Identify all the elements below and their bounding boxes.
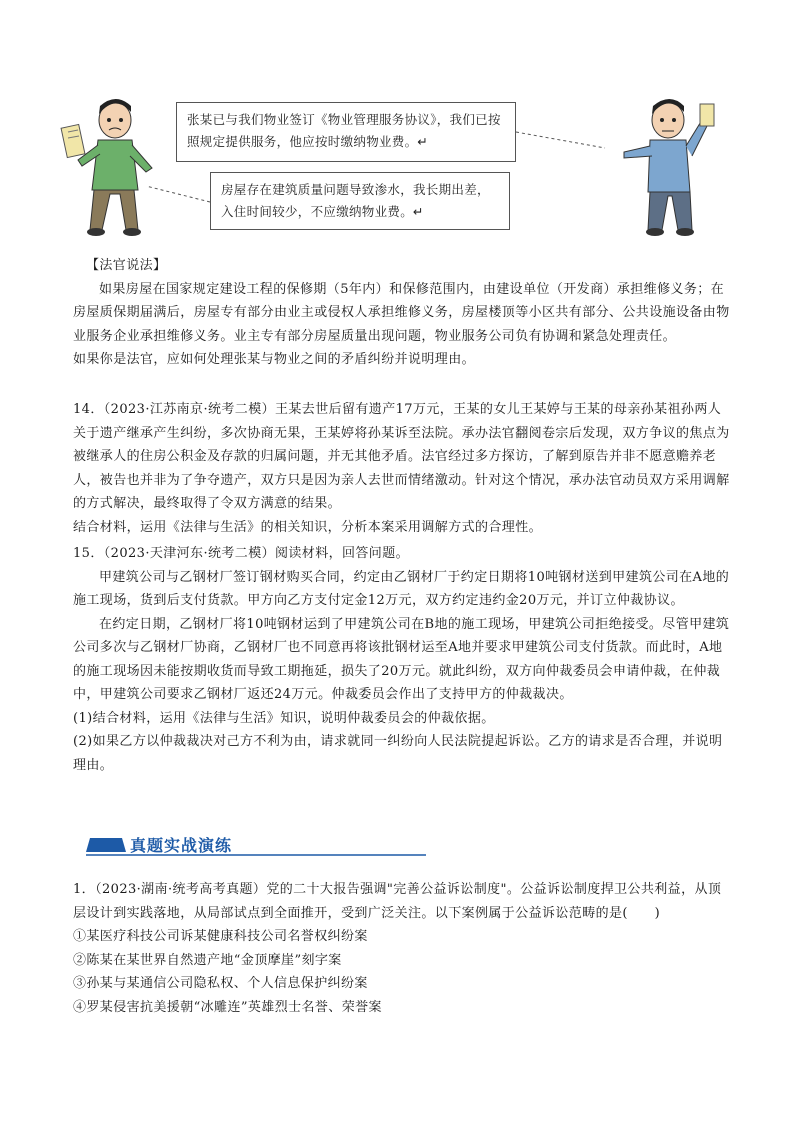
- question-15-material-1: 甲建筑公司与乙钢材厂签订钢材购买合同，约定由乙钢材厂于约定日期将10吨钢材送到甲建筑公司在A地的施工现场，货到后支付货款。甲方向乙方支付定金12万元，双方约定违约金20万元，并订立仲裁协议。: [73, 569, 730, 608]
- judge-paragraph: 如果房屋在国家规定建设工程的保修期（5年内）和保修范围内，由建设单位（开发商）承担维修义务；在房屋质保期届满后，房屋专有部分由业主或侵权人承担维修义务，房屋楼顶等小区共有部分、公共设施设备由物业服务企业承担维修义务。业主专有部分房屋质量出现问题，物业服务公司负有协调和紧急处理责任。: [73, 281, 730, 344]
- question-15-sub-1: (1)结合材料，运用《法律与生活》知识，说明仲裁委员会的仲裁依据。: [73, 710, 495, 726]
- judge-question: 如果你是法官，应如何处理张某与物业之间的矛盾纠纷并说明理由。: [73, 352, 476, 367]
- property-speech-bubble: 张某已与我们物业签订《物业管理服务协议》，我们已按照规定提供服务，他应按时缴纳物业费。↵: [176, 102, 516, 162]
- judge-heading: 【法官说法】: [86, 258, 167, 273]
- option-3: ③孙某与某通信公司隐私权、个人信息保护纠纷案: [73, 976, 368, 991]
- question-15-sub-2: (2)如果乙方以仲裁裁决对己方不利为由，请求就同一纠纷向人民法院提起诉讼。乙方的请求是否合理，并说明理由。: [73, 734, 723, 773]
- option-2: ②陈某在某世界自然遗产地“金顶摩崖”刻字案: [73, 952, 342, 968]
- question-1-text: 1．（2023·湖南·统考高考真题）党的二十大报告强调"完善公益诉讼制度"。公益诉讼制度捍卫公共利益，从顶层设计到实践落地，从局部试点到全面推开，受到广泛关注。以下案例属于公益诉讼范畴的是( ): [73, 882, 722, 921]
- question-1: [73, 878, 733, 1019]
- section-title: 真题实战演练: [130, 836, 233, 855]
- question-15: [73, 542, 733, 777]
- question-15-text: 15．（2023·天津河东·统考二模）阅读材料，回答问题。: [73, 546, 409, 561]
- owner-speech-bubble: 房屋存在建筑质量问题导致渗水，我长期出差，入住时间较少，不应缴纳物业费。↵: [210, 172, 510, 230]
- question-14-prompt: 结合材料，运用《法律与生活》的相关知识，分析本案采用调解方式的合理性。: [73, 519, 543, 535]
- question-14: [73, 398, 733, 539]
- comic-illustration: [60, 90, 720, 240]
- question-15-material-2: 在约定日期，乙钢材厂将10吨钢材运到了甲建筑公司在B地的施工现场，甲建筑公司拒绝接受。尽管甲建筑公司多次与乙钢材厂协商，乙钢材厂也不同意再将该批钢材运至A地并要求甲建筑公司支付货款。而此时，A地的施工现场因未能按期收货而导致工期拖延，损失了20万元。就此纠纷，双方向仲裁委员会申请仲裁，在仲裁中，甲建筑公司要求乙钢材厂返还24万元。仲裁委员会作出了支持甲方的仲裁裁决。: [73, 616, 730, 702]
- section-banner: [86, 832, 426, 858]
- option-4: ④罗某侵害抗美援朝“冰雕连”英雄烈士名誉、荣誉案: [73, 999, 382, 1015]
- option-1: ①某医疗科技公司诉某健康科技公司名誉权纠纷案: [73, 929, 368, 944]
- question-14-text: 14．（2023·江苏南京·统考二模）王某去世后留有遗产17万元，王某的女儿王某婷与王某的母亲孙某祖孙两人关于遗产继承产生纠纷，多次协商无果，王某婷将孙某诉至法院。承办法官翻阅卷宗后发现，双方争议的焦点为被继承人的住房公积金及存款的归属问题，并无其他矛盾。法官经过多方探访，了解到原告并非不愿意赡养老人，被告也并非为了争夺遗产，双方只是因为亲人去世而情绪激动。针对这个情况，承办法官动员双方采用调解的方式解决，最终取得了令双方满意的结果。: [73, 402, 730, 511]
- judge-section: [73, 254, 733, 372]
